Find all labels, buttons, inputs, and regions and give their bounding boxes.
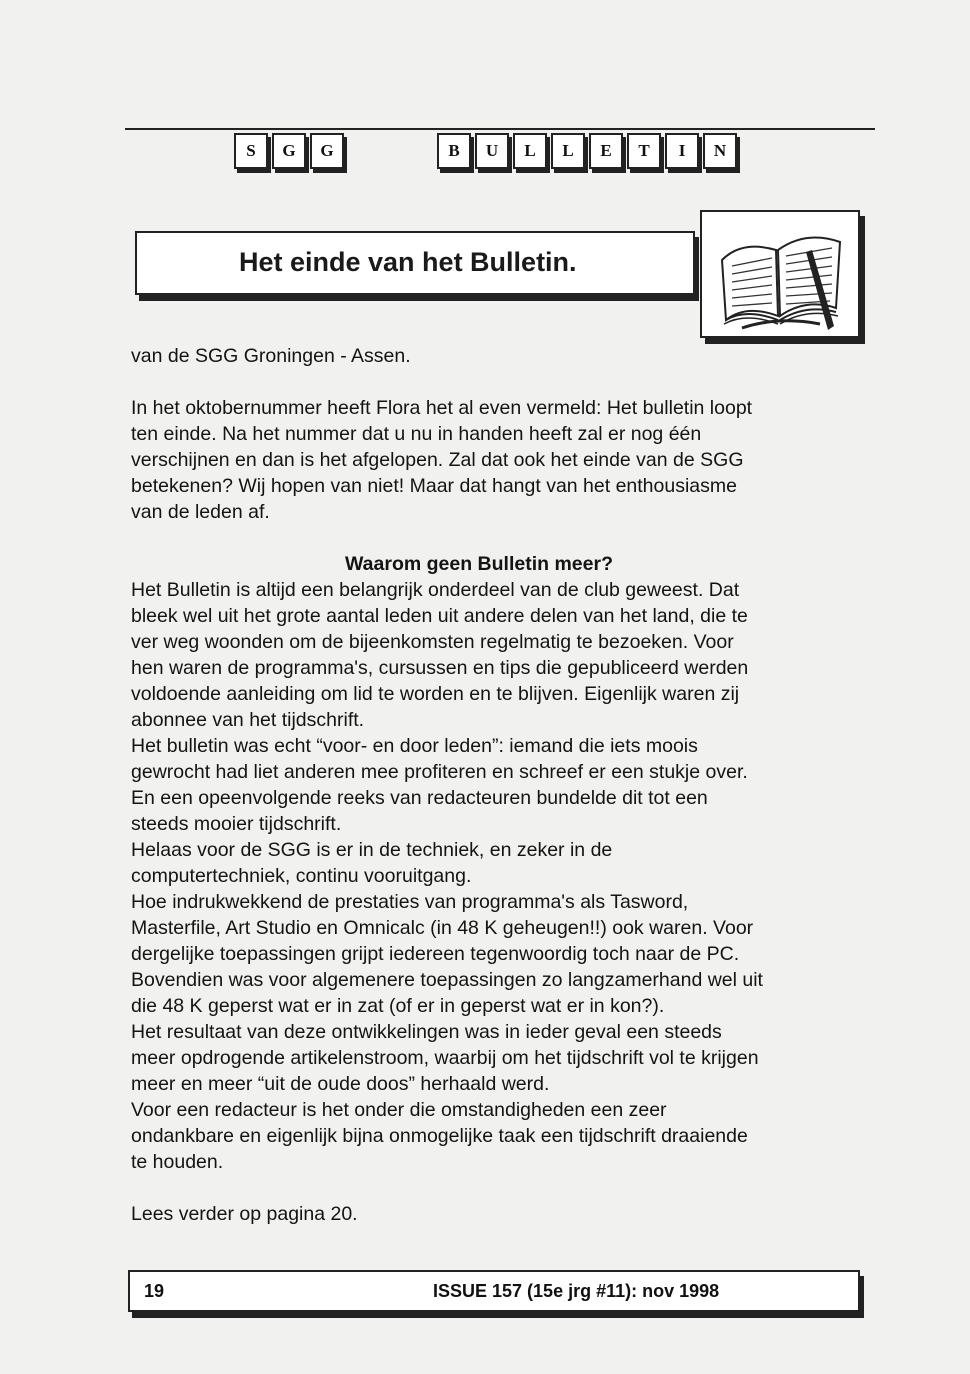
masthead-letter: U — [475, 133, 509, 169]
article-body — [131, 343, 871, 1227]
masthead-sgg — [234, 133, 344, 169]
text-line: betekenen? Wij hopen van niet! Maar dat hangt van het enthousiasme — [131, 475, 737, 497]
text-line: Lees verder op pagina 20. — [131, 1203, 358, 1225]
masthead-letter: N — [703, 133, 737, 169]
text-line: te houden. — [131, 1151, 224, 1173]
page-footer — [128, 1270, 860, 1312]
text-line: In het oktobernummer heeft Flora het al even vermeld: Het bulletin loopt — [131, 397, 753, 419]
masthead-letter: E — [589, 133, 623, 169]
text-line: ondankbare en eigenlijk bijna onmogelijke taak een tijdschrift draaiende — [131, 1125, 748, 1147]
text-line: Het resultaat van deze ontwikkelingen was in ieder geval een steeds — [131, 1021, 722, 1043]
masthead-letter: T — [627, 133, 661, 169]
text-line: Hoe indrukwekkend de prestaties van programma's als Tasword, — [131, 891, 689, 913]
page-number: 19 — [144, 1281, 165, 1301]
masthead-letter: L — [513, 133, 547, 169]
issue-label: ISSUE 157 (15e jrg #11): nov 1998 — [433, 1281, 720, 1301]
text-line: Helaas voor de SGG is er in de techniek, en zeker in de — [131, 839, 613, 861]
text-line: steeds mooier tijdschrift. — [131, 813, 342, 835]
section-heading: Waarom geen Bulletin meer? — [345, 553, 614, 575]
text-line: En een opeenvolgende reeks van redacteuren bundelde dit tot een — [131, 787, 708, 809]
masthead-letter: B — [437, 133, 471, 169]
text-line: bleek wel uit het grote aantal leden uit andere delen van het land, die te — [131, 605, 748, 627]
text-line: hen waren de programma's, cursussen en tips die gepubliceerd werden — [131, 657, 749, 679]
masthead-letter: G — [310, 133, 344, 169]
text-line: dergelijke toepassingen grijpt iedereen tegenwoordig toch naar de PC. — [131, 943, 740, 965]
masthead-rule — [125, 128, 875, 130]
text-line: voldoende aanleiding om lid te worden en te blijven. Eigenlijk waren zij — [131, 683, 740, 705]
masthead-bulletin — [437, 133, 737, 169]
open-book-icon — [702, 212, 858, 336]
text-line: Masterfile, Art Studio en Omnicalc (in 48 K geheugen!!) ook waren. Voor — [131, 917, 754, 939]
title-banner — [135, 231, 695, 295]
text-line: Bovendien was voor algemenere toepassingen zo langzamerhand wel uit — [131, 969, 763, 991]
masthead-letter: I — [665, 133, 699, 169]
masthead-letter: G — [272, 133, 306, 169]
text-line: meer en meer “uit de oude doos” herhaald werd. — [131, 1073, 550, 1095]
text-line: ten einde. Na het nummer dat u nu in handen heeft zal er nog één — [131, 423, 702, 445]
text-line: gewrocht had liet anderen mee profiteren en schreef er een stukje over. — [131, 761, 748, 783]
text-line: Het Bulletin is altijd een belangrijk onderdeel van de club geweest. Dat — [131, 579, 740, 601]
text-line: meer opdrogende artikelenstroom, waarbij om het tijdschrift vol te krijgen — [131, 1047, 759, 1069]
masthead-letter: S — [234, 133, 268, 169]
text-line: van de leden af. — [131, 501, 270, 523]
text-line: computertechniek, continu vooruitgang. — [131, 865, 472, 887]
article-title: Het einde van het Bulletin. — [239, 247, 577, 277]
text-line: die 48 K geperst wat er in zat (of er in geperst wat er in kon?). — [131, 995, 665, 1017]
illustration-frame — [700, 210, 860, 338]
text-line: ver weg woonden om de bijeenkomsten regelmatig te bezoeken. Voor — [131, 631, 734, 653]
masthead-letter: L — [551, 133, 585, 169]
text-line: van de SGG Groningen - Assen. — [131, 345, 411, 367]
text-line: Het bulletin was echt “voor- en door leden”: iemand die iets moois — [131, 735, 698, 757]
text-line: verschijnen en dan is het afgelopen. Zal dat ook het einde van de SGG — [131, 449, 744, 471]
text-line: Voor een redacteur is het onder die omstandigheden een zeer — [131, 1099, 667, 1121]
text-line: abonnee van het tijdschrift. — [131, 709, 365, 731]
